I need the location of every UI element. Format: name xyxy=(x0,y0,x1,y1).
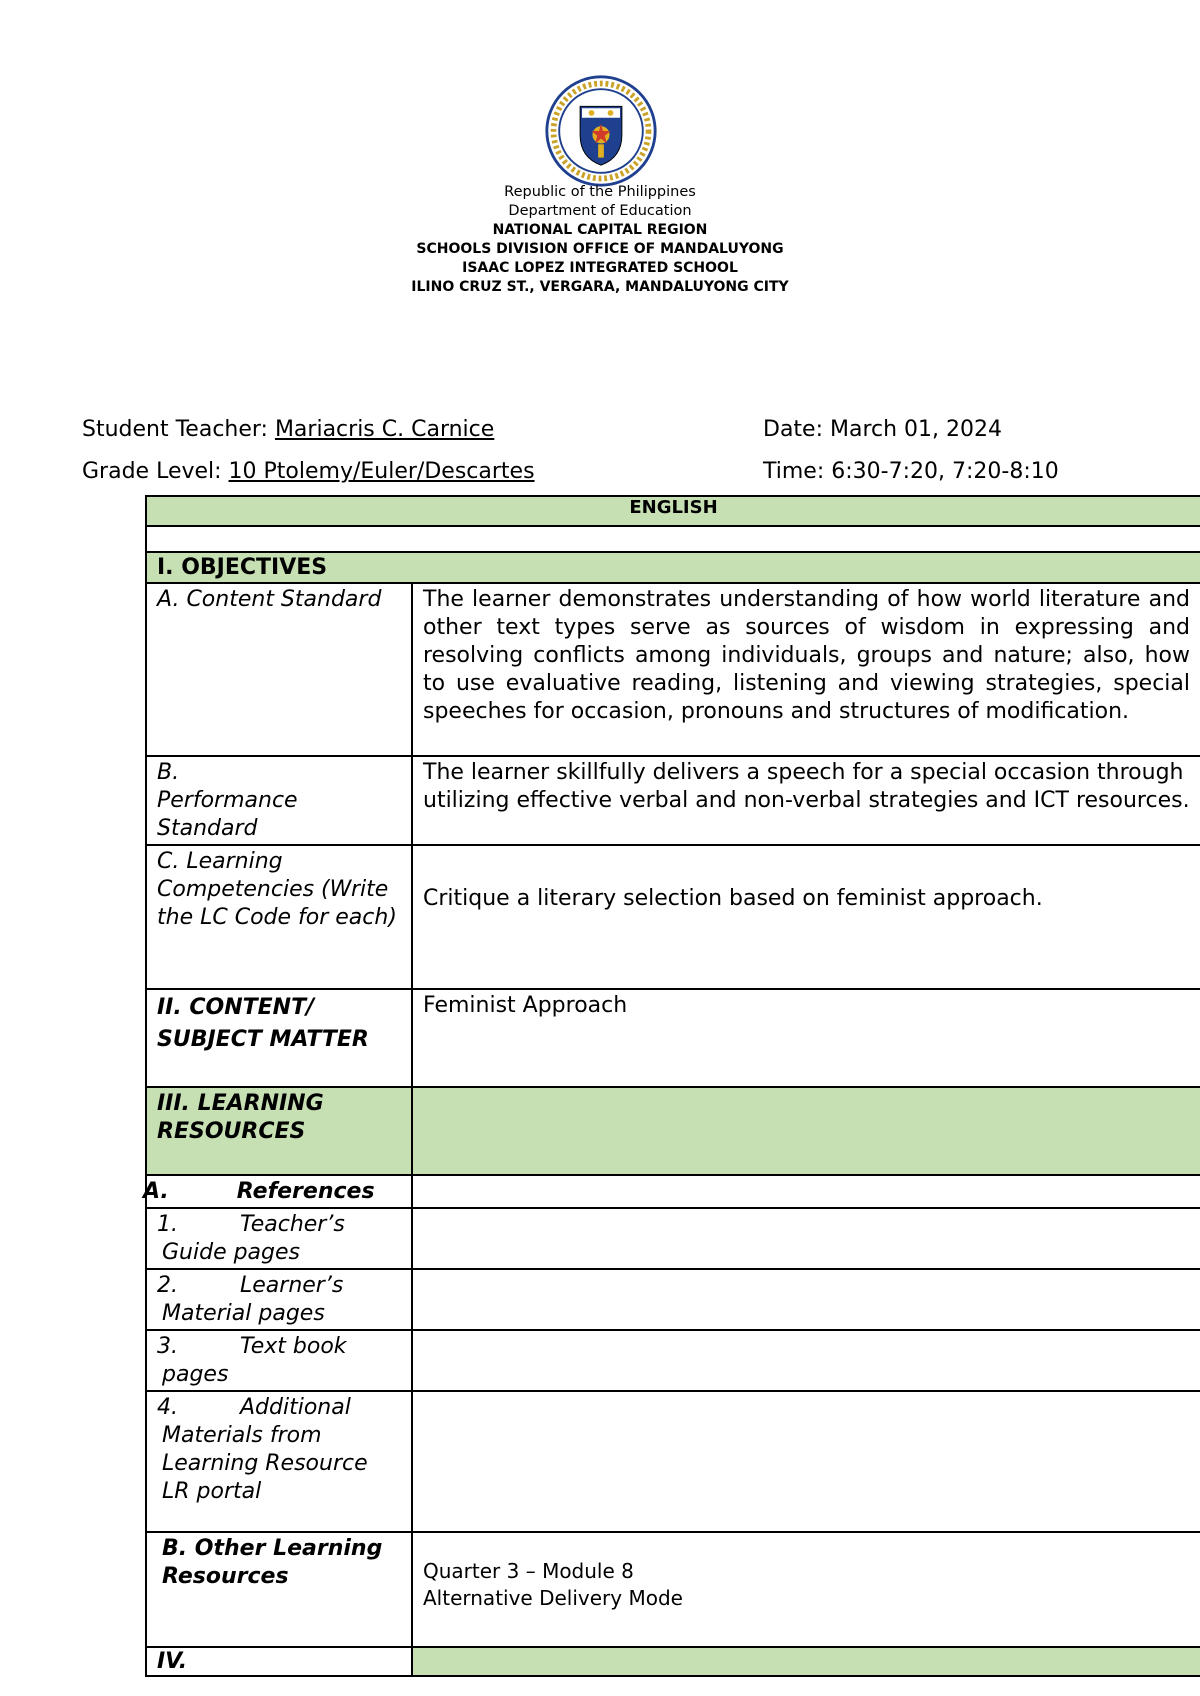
performance-standard-row xyxy=(146,756,1200,845)
textbook-row xyxy=(146,1330,1200,1391)
learners-material-value xyxy=(412,1269,1200,1330)
performance-standard-label xyxy=(146,756,412,845)
header-address: ILINO CRUZ ST., VERGARA, MANDALUYONG CITY xyxy=(411,279,789,295)
header-department: Department of Education xyxy=(508,203,692,219)
grade-level-line xyxy=(82,459,535,485)
blank-cell xyxy=(146,526,1200,552)
other-resources-line2: Alternative Delivery Mode xyxy=(423,1585,683,1610)
content-standard-row xyxy=(146,583,1200,756)
ref4-text-a: Additional xyxy=(240,1395,351,1420)
competencies-label: C. Learning Competencies (Write the LC Code for each) xyxy=(146,845,412,989)
subject-row xyxy=(146,496,1200,526)
ref3-text-b: pages xyxy=(162,1362,229,1387)
competencies-row xyxy=(146,845,1200,989)
content-standard-label: A. Content Standard xyxy=(146,583,412,756)
objectives-heading: I. OBJECTIVES xyxy=(146,552,1200,583)
ref1-text-b: Guide pages xyxy=(162,1240,301,1265)
learning-resources-value xyxy=(412,1087,1200,1175)
teachers-guide-row xyxy=(146,1208,1200,1269)
learning-resources-label: III. LEARNING RESOURCES xyxy=(146,1087,412,1175)
learning-resources-row xyxy=(146,1087,1200,1175)
references-value xyxy=(412,1175,1200,1208)
ref4-text-b: Materials from Learning Resource LR portal xyxy=(162,1423,368,1504)
grade-level-value: 10 Ptolemy/Euler/Descartes xyxy=(228,459,535,484)
student-teacher-value: Mariacris C. Carnice xyxy=(274,417,495,442)
performance-standard-text: The learner skillfully delivers a speech for a special occasion through utilizing effective verbal and non-verbal strategies and ICT resources. xyxy=(412,756,1200,845)
header-region: NATIONAL CAPITAL REGION xyxy=(492,222,708,238)
header-school: ISAAC LOPEZ INTEGRATED SCHOOL xyxy=(462,260,738,276)
lesson-plan-table xyxy=(145,495,1200,1677)
content-value: Feminist Approach xyxy=(412,989,1200,1087)
additional-materials-label xyxy=(146,1391,412,1532)
procedures-label: IV. xyxy=(146,1647,412,1676)
content-row xyxy=(146,989,1200,1087)
textbook-label xyxy=(146,1330,412,1391)
subject-title: ENGLISH xyxy=(146,496,1200,526)
ref3-text-a: Text book xyxy=(240,1334,347,1359)
competencies-text: Critique a literary selection based on feminist approach. xyxy=(412,845,1200,989)
grade-level-label: Grade Level: xyxy=(82,459,229,484)
procedures-row xyxy=(146,1647,1200,1676)
references-row xyxy=(146,1175,1200,1208)
ref2-text-a: Learner’s xyxy=(240,1273,344,1298)
ref2-text-b: Material pages xyxy=(162,1301,325,1326)
objectives-row xyxy=(146,552,1200,583)
teachers-guide-value xyxy=(412,1208,1200,1269)
ref4-number: 4. xyxy=(157,1395,178,1420)
ref1-number: 1. xyxy=(157,1212,178,1237)
teachers-guide-label xyxy=(146,1208,412,1269)
blank-row xyxy=(146,526,1200,552)
student-teacher-label: Student Teacher: xyxy=(82,417,275,442)
deped-seal-logo xyxy=(544,74,658,188)
ref1-text-a: Teacher’s xyxy=(240,1212,345,1237)
content-standard-text: The learner demonstrates understanding of how world literature and other text types serve as sources of wisdom in expressing and resolving conflicts among individuals, groups and nature; also, how to use evaluative reading, listening and viewing strategies, special speeches for occasion, pronouns and structures of modification. xyxy=(412,583,1200,756)
learners-material-row xyxy=(146,1269,1200,1330)
additional-materials-row xyxy=(146,1391,1200,1532)
school-header xyxy=(0,183,1200,297)
other-resources-label: B. Other Learning Resources xyxy=(146,1532,412,1647)
date-line: Date: March 01, 2024 xyxy=(763,417,1003,442)
header-division: SCHOOLS DIVISION OFFICE OF MANDALUYONG xyxy=(416,241,784,257)
student-teacher-line xyxy=(82,417,494,443)
additional-materials-value xyxy=(412,1391,1200,1532)
other-resources-row xyxy=(146,1532,1200,1647)
performance-standard-letter: B. xyxy=(157,760,180,785)
textbook-value xyxy=(412,1330,1200,1391)
references-number: A. xyxy=(143,1179,169,1204)
references-label xyxy=(143,1175,412,1208)
header-republic: Republic of the Philippines xyxy=(504,184,696,200)
performance-standard-title: Performance Standard xyxy=(157,788,298,841)
time-line: Time: 6:30-7:20, 7:20-8:10 xyxy=(763,459,1059,484)
learners-material-label xyxy=(146,1269,412,1330)
other-resources-line1: Quarter 3 – Module 8 xyxy=(423,1558,634,1583)
references-text: References xyxy=(236,1179,375,1204)
content-label: II. CONTENT/ SUBJECT MATTER xyxy=(146,989,412,1087)
ref2-number: 2. xyxy=(157,1273,178,1298)
ref3-number: 3. xyxy=(157,1334,178,1359)
procedures-value xyxy=(412,1647,1200,1676)
other-resources-value xyxy=(412,1532,1200,1647)
